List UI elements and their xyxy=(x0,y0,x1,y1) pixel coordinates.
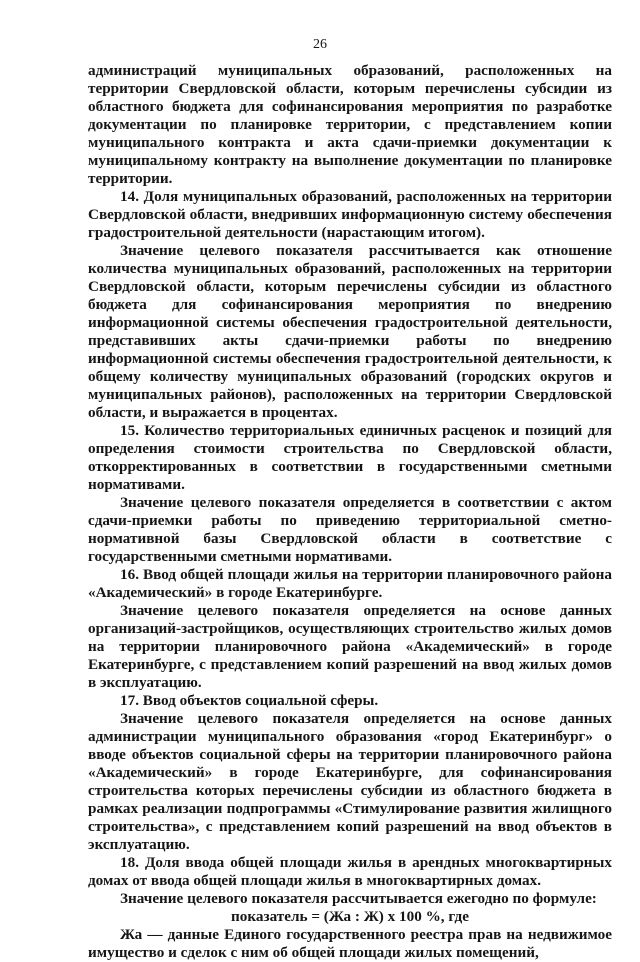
paragraph-item-17-value: Значение целевого показателя определяется на основе данных администрации муниципального образования «город Екатеринбург» о вводе объектов социальной сферы на территории планировочного района «Академический» в городе Екатеринбурге, для софинансирования строительства которых перечислены субсидии из областного бюджета в рамках реализации подпрограммы «Стимулирование развития жилищного строительства», с представлением копий разрешений на ввод объектов в эксплуатацию. xyxy=(88,710,612,853)
paragraph-continuation: администраций муниципальных образований, расположенных на территории Свердловской области, которым перечислены субсидии из областного бюджета для софинансирования мероприятия по разработке документации по планировке территории, с представлением копии муниципального контракта и акта сдачи-приемки документации к муниципальному контракту на выполнение документации по планировке территории. xyxy=(88,62,612,187)
formula: показатель = (Жа : Ж) х 100 %, где xyxy=(231,908,469,925)
paragraph-item-15: 15. Количество территориальных единичных расценок и позиций для определения стоимости строительства по Свердловской области, откорректированных в соответствии в государственными сметными нормативами. xyxy=(88,422,612,493)
paragraph-item-17: 17. Ввод объектов социальной сферы. xyxy=(120,692,379,709)
paragraph-item-14-value: Значение целевого показателя рассчитывается как отношение количества муниципальных образований, расположенных на территории Свердловской области, которым перечислены субсидии из областного бюджета для софинансирования мероприятия по внедрению информационной системы обеспечения градостроительной деятельности, представивших акты сдачи-приемки работы по внедрению информационной системы обеспечения градостроительной деятельности, к общему количеству муниципальных образований (городских округов и муниципальных районов), расположенных на территории Свердловской области, и выражается в процентах. xyxy=(88,242,612,421)
page-number: 26 xyxy=(313,37,327,52)
document-body xyxy=(88,62,612,962)
paragraph-item-15-value: Значение целевого показателя определяется в соответствии с актом сдачи-приемки работы по приведению территориальной сметно-нормативной базы Свердловской области в соответствие с государственными сметными нормативами. xyxy=(88,494,612,565)
paragraph-item-14: 14. Доля муниципальных образований, расположенных на территории Свердловской области, внедривших информационную систему обеспечения градостроительной деятельности (нарастающим итогом). xyxy=(88,188,612,241)
paragraph-item-18: 18. Доля ввода общей площади жилья в арендных многоквартирных домах от ввода общей площади жилья в многоквартирных домах. xyxy=(88,854,612,889)
paragraph-item-16-value: Значение целевого показателя определяется на основе данных организаций-застройщиков, осуществляющих строительство жилых домов на территории планировочного района «Академический» в городе Екатеринбурге, с представлением копий разрешений на ввод жилых домов в эксплуатацию. xyxy=(88,602,612,691)
paragraph-item-16: 16. Ввод общей площади жилья на территории планировочного района «Академический» в городе Екатеринбурге. xyxy=(88,566,612,601)
paragraph-item-18-value: Значение целевого показателя рассчитывается ежегодно по формуле: xyxy=(120,890,597,907)
paragraph-formula-definition: Жа — данные Единого государственного реестра прав на недвижимое имущество и сделок с ним об общей площади жилых помещений, xyxy=(88,926,612,961)
